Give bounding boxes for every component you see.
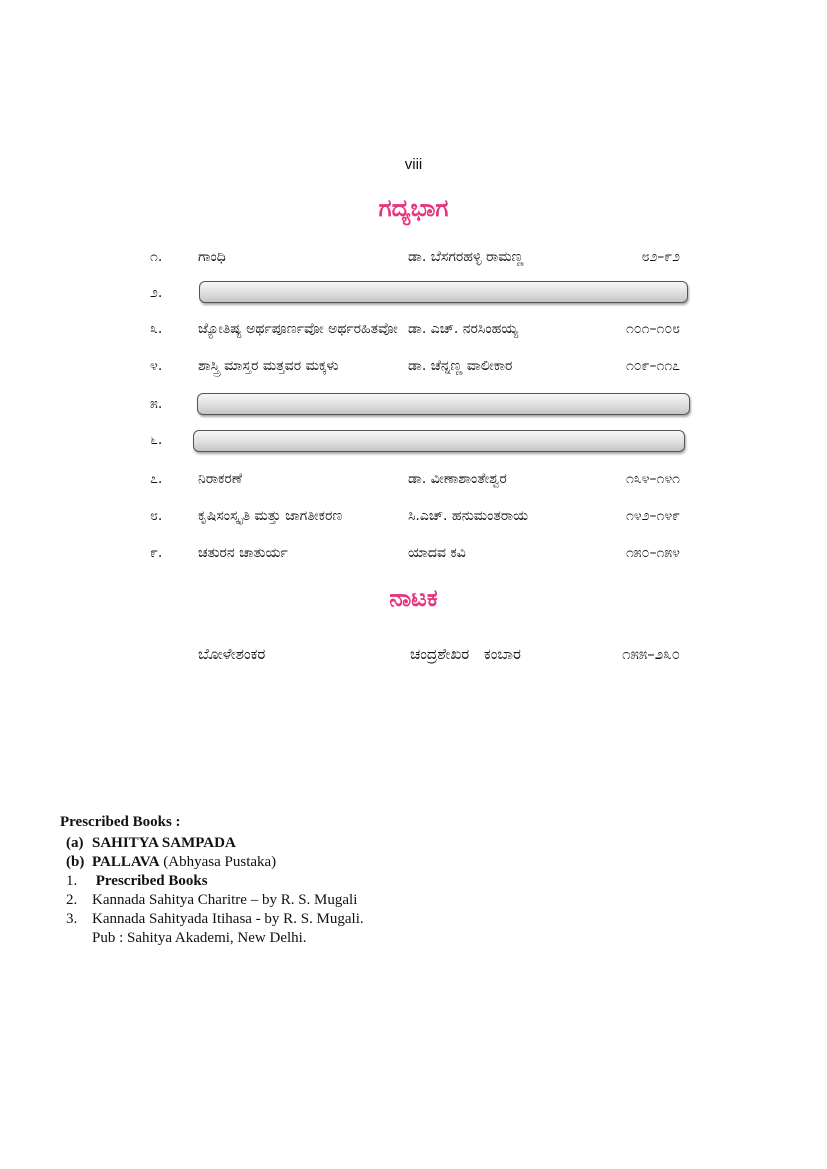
publisher-line: Pub : Sahitya Akademi, New Delhi. [92, 930, 307, 946]
lesson-title: ಜ್ಯೋತಿಷ್ಯ ಅರ್ಥಪೂರ್ಣವೋ ಅರ್ಥರಹಿತವೋ [198, 321, 398, 337]
row-number: ೬. [150, 432, 163, 448]
lesson-pages: ೧೩೪–೧೪೧ [625, 471, 680, 487]
lesson-title: ಚತುರನ ಚಾತುರ್ಯ [198, 545, 288, 561]
book-item [60, 853, 760, 872]
lesson-pages: ೮೨–೯೨ [641, 249, 680, 265]
lesson-author: ಡಾ. ಬೆಸಗರಹಳ್ಳಿ ರಾಮಣ್ಣ [408, 249, 524, 265]
prose-section-title: ಗದ್ಯಭಾಗ [378, 194, 449, 222]
drama-section-title: ನಾಟಕ [389, 584, 438, 612]
drama-author: ಚಂದ್ರಶೇಖರ ಕಂಬಾರ [410, 645, 521, 663]
lesson-pages: ೧೫೦–೧೫೪ [625, 545, 680, 561]
toc-row [150, 466, 690, 492]
row-number: ೫. [150, 396, 163, 412]
book-item [60, 910, 760, 929]
lesson-author: ಡಾ. ವೀಣಾಶಾಂತೇಶ್ವರ [408, 471, 507, 487]
lesson-title: ಗಾಂಧಿ [198, 249, 226, 265]
book-subtitle: (Abhyasa Pustaka) [159, 854, 277, 870]
page-number: viii [404, 156, 423, 173]
book-title: PALLAVA [92, 854, 160, 870]
redaction-bar [199, 281, 688, 303]
lesson-title: ಶಾಸ್ತ್ರಿ ಮಾಸ್ತರ ಮತ್ತವರ ಮಕ್ಕಳು [198, 358, 339, 374]
lesson-author: ಯಾದವ ಕವಿ [408, 545, 466, 561]
row-number: ೨. [150, 285, 163, 301]
redaction-bar [197, 393, 690, 415]
toc-row [150, 353, 690, 379]
row-number: ೩. [150, 321, 163, 337]
toc-row [150, 316, 690, 342]
book-item [60, 834, 760, 853]
drama-row [198, 641, 690, 667]
book-detail: Kannada Sahityada Itihasa - by R. S. Mugali. [92, 911, 364, 927]
book-number: 3. [66, 911, 78, 927]
book-item [60, 872, 760, 891]
prescribed-books-heading: Prescribed Books : [60, 814, 181, 830]
redaction-bar [193, 430, 685, 452]
row-number: ೮. [150, 508, 163, 524]
lesson-author: ಡಾ. ಚೆನ್ನಣ್ಣ ವಾಲೀಕಾರ [408, 358, 513, 374]
prescribed-books [60, 813, 760, 948]
lesson-title: ನಿರಾಕರಣೆ [198, 471, 243, 487]
row-number: ೧. [150, 249, 163, 265]
book-number: 2. [66, 892, 78, 908]
book-label: (b) [66, 854, 85, 870]
toc-row [150, 540, 690, 566]
lesson-pages: ೧೦೯–೧೧೭ [625, 358, 680, 374]
lesson-pages: ೧೪೨–೧೪೯ [625, 508, 680, 524]
book-detail: Kannada Sahitya Charitre – by R. S. Mugali [92, 892, 358, 908]
row-number: ೪. [150, 358, 163, 374]
book-title: Prescribed Books [95, 873, 208, 889]
book-label: (a) [66, 835, 84, 851]
book-item [60, 891, 760, 910]
drama-pages: ೧೫೫–೨೩೦ [622, 645, 680, 663]
lesson-title: ಕೃಷಿಸಂಸ್ಕೃತಿ ಮತ್ತು ಜಾಗತೀಕರಣ [198, 508, 343, 524]
toc-row [150, 244, 690, 270]
row-number: ೯. [150, 545, 163, 561]
lesson-pages: ೧೦೧–೧೦೮ [625, 321, 680, 337]
row-number: ೭. [150, 471, 163, 487]
book-number: 1. [66, 873, 78, 889]
lesson-author: ಡಾ. ಎಚ್. ನರಸಿಂಹಯ್ಯ [408, 321, 519, 337]
drama-title: ಬೋಳೇಶಂಕರ [198, 645, 266, 663]
book-title: SAHITYA SAMPADA [92, 835, 236, 851]
toc-row [150, 503, 690, 529]
lesson-author: ಸಿ.ಎಚ್. ಹನುಮಂತರಾಯ [408, 508, 529, 524]
